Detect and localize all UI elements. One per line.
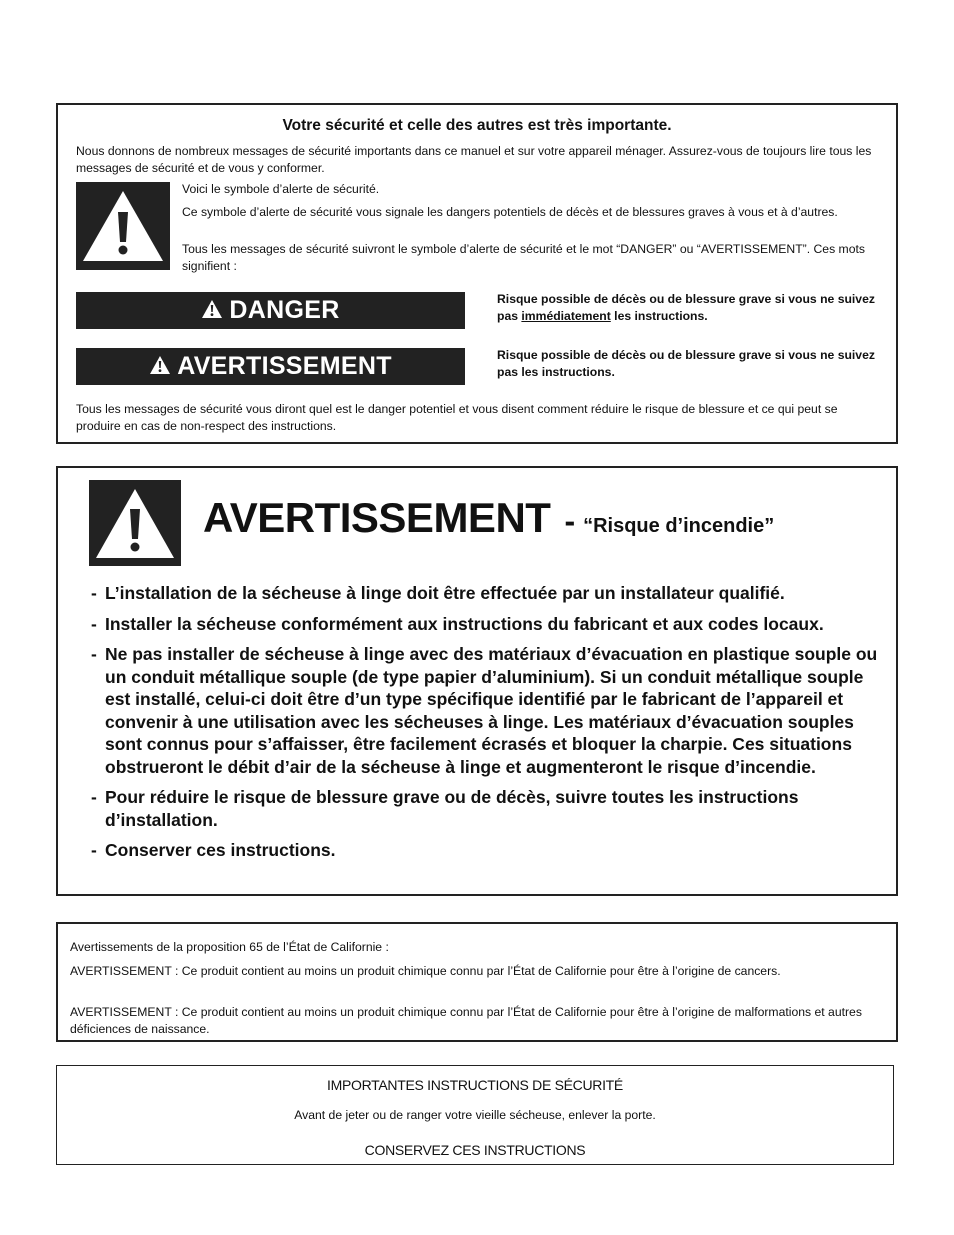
- danger-label-bar: [76, 292, 465, 329]
- important-instructions-text: Avant de jeter ou de ranger votre vieille sécheuse, enlever la porte.: [294, 1108, 656, 1122]
- keep-instructions-footer: CONSERVEZ CES INSTRUCTIONS: [364, 1142, 586, 1158]
- safety-intro-box: [56, 103, 898, 444]
- list-item: - L’installation de la sécheuse à linge doit être effectuée par un installateur qualifié.: [91, 582, 891, 605]
- warning-label: AVERTISSEMENT: [177, 352, 392, 380]
- list-item: - Installer la sécheuse conformément aux instructions du fabricant et aux codes locaux.: [91, 613, 891, 636]
- prop65-title: Avertissements de la proposition 65 de l’État de Californie :: [70, 940, 389, 954]
- safety-alert-symbol-icon: [89, 480, 181, 566]
- fire-warning-title: AVERTISSEMENT: [203, 494, 551, 541]
- fire-warning-heading: [203, 494, 774, 542]
- list-item: - Ne pas installer de sécheuse à linge avec des matériaux d’évacuation en plastique souple ou un conduit métallique souple (de type papier d’aluminium). Si un conduit métallique souple est installé, celui-ci doit être d’un type spécifique identifié par le fabricant de l’appareil et convenir à une utilisation avec les sécheuses à linge. Les matériaux d’évacuation souples sont connus pour s’affaisser, être facilement écrasés et bloquer la charpie. Ces situations obstrueront le débit d’air de la sécheuse à linge et augmenteront le risque d’incendie.: [91, 643, 891, 778]
- safety-symbol-caption: Voici le symbole d’alerte de sécurité.: [182, 182, 380, 196]
- danger-description: [497, 291, 892, 324]
- fire-warning-subtitle: “Risque d’incendie”: [583, 515, 775, 537]
- prop65-warning-birth-defects: AVERTISSEMENT : Ce produit contient au moins un produit chimique connu par l’État de Californie pour être à l’origine de malformations et autres déficiences de naissance.: [70, 1005, 862, 1036]
- fire-warning-box: [56, 466, 898, 896]
- danger-desc-emphasis: immédiatement: [521, 308, 611, 323]
- safety-alert-symbol-icon: [76, 182, 170, 270]
- warning-description: Risque possible de décès ou de blessure grave si vous ne suivez pas les instructions.: [497, 348, 875, 379]
- prop65-warning-cancer: AVERTISSEMENT : Ce produit contient au moins un produit chimique connu par l’État de Californie pour être à l’origine de cancers.: [70, 964, 781, 978]
- danger-label: DANGER: [229, 296, 340, 324]
- prop65-box: [56, 922, 898, 1042]
- safety-signal-words: Tous les messages de sécurité suivront le symbole d’alerte de sécurité et le mot “DANGER” ou “AVERTISSEMENT”. Ces mots signifient :: [182, 242, 865, 273]
- list-item: - Pour réduire le risque de blessure grave ou de décès, suivre toutes les instructions d’installation.: [91, 786, 891, 831]
- danger-desc-part: Risque possible de décès ou de blessure grave si vous ne suivez pas: [497, 292, 875, 323]
- danger-desc-part: les instructions.: [610, 308, 708, 323]
- fire-warning-list: [91, 582, 891, 870]
- important-instructions-box: [56, 1065, 894, 1165]
- warning-triangle-icon: [201, 299, 223, 319]
- safety-intro-footer: Tous les messages de sécurité vous diront quel est le danger potentiel et vous disent comment réduire le risque de blessure et ce qui peut se produire en cas de non-respect des instructions.: [76, 402, 838, 433]
- list-item: - Conserver ces instructions.: [91, 839, 891, 862]
- warning-triangle-icon: [149, 355, 171, 375]
- fire-warning-dash: -: [564, 503, 576, 539]
- important-instructions-title: IMPORTANTES INSTRUCTIONS DE SÉCURITÉ: [327, 1077, 623, 1093]
- warning-label-bar: [76, 348, 465, 385]
- safety-intro-title: Votre sécurité et celle des autres est très importante.: [282, 117, 672, 134]
- safety-intro-text: Nous donnons de nombreux messages de sécurité importants dans ce manuel et sur votre appareil ménager. Assurez-vous de toujours lire tous les messages de sécurité et de vous y conformer.: [76, 144, 872, 175]
- safety-symbol-meaning: Ce symbole d’alerte de sécurité vous signale les dangers potentiels de décès et de blessures graves à vous et à d’autres.: [182, 205, 838, 219]
